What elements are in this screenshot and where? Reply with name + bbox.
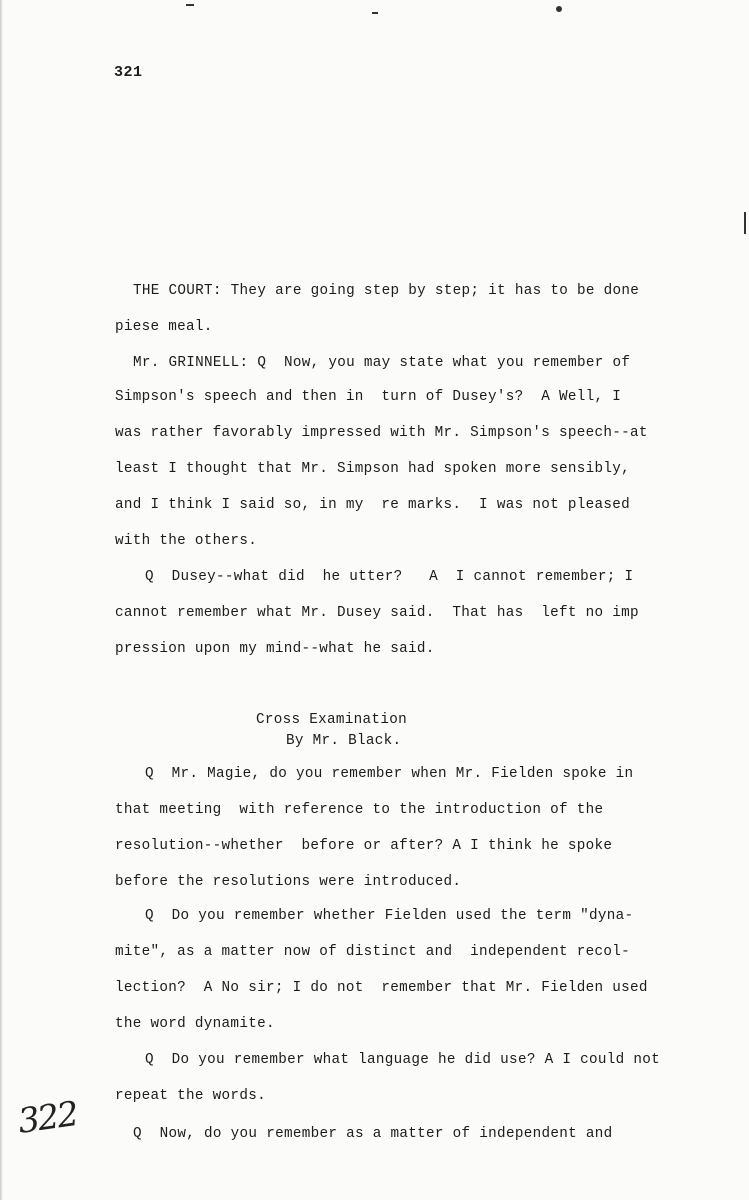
text-line: repeat the words. [115, 1088, 266, 1104]
section-title: Cross Examination [256, 712, 407, 728]
text-line: THE COURT: They are going step by step; it has to be done [133, 283, 640, 299]
text-line: piese meal. [115, 319, 213, 335]
scan-mark-right [744, 212, 746, 234]
scan-mark-top-2 [372, 12, 378, 14]
text-line: Q Do you remember whether Fielden used the term "dyna- [145, 908, 634, 924]
text-line: cannot remember what Mr. Dusey said. That has left no imp [115, 605, 639, 621]
text-line: and I think I said so, in my re marks. I was not pleased [115, 497, 631, 513]
handwritten-page-number: 322 [15, 1094, 80, 1142]
text-line: Simpson's speech and then in turn of Dusey's? A Well, I [115, 389, 622, 405]
text-line: with the others. [115, 533, 258, 549]
text-line: before the resolutions were introduced. [115, 874, 462, 890]
scan-edge [0, 0, 3, 1200]
text-line: lection? A No sir; I do not remember that Mr. Fielden used [115, 980, 648, 996]
text-line: that meeting with reference to the introduction of the [115, 802, 604, 818]
text-line: Q Do you remember what language he did use? A I could not [145, 1052, 661, 1068]
text-line: the word dynamite. [115, 1016, 275, 1032]
text-line: resolution--whether before or after? A I think he spoke [115, 838, 613, 854]
text-line: Q Now, do you remember as a matter of independent and [133, 1126, 613, 1142]
section-subtitle: By Mr. Black. [286, 733, 402, 749]
page-number: 321 [114, 64, 143, 81]
scan-mark-top-1 [186, 4, 194, 6]
text-line: Q Mr. Magie, do you remember when Mr. Fielden spoke in [145, 766, 634, 782]
scan-mark-top-3 [556, 6, 562, 12]
text-line: least I thought that Mr. Simpson had spoken more sensibly, [115, 461, 631, 477]
text-line: was rather favorably impressed with Mr. Simpson's speech--at [115, 425, 648, 441]
text-line: Mr. GRINNELL: Q Now, you may state what you remember of [133, 355, 631, 371]
text-line: mite", as a matter now of distinct and independent recol- [115, 944, 631, 960]
text-line: Q Dusey--what did he utter? A I cannot remember; I [145, 569, 634, 585]
text-line: pression upon my mind--what he said. [115, 641, 435, 657]
